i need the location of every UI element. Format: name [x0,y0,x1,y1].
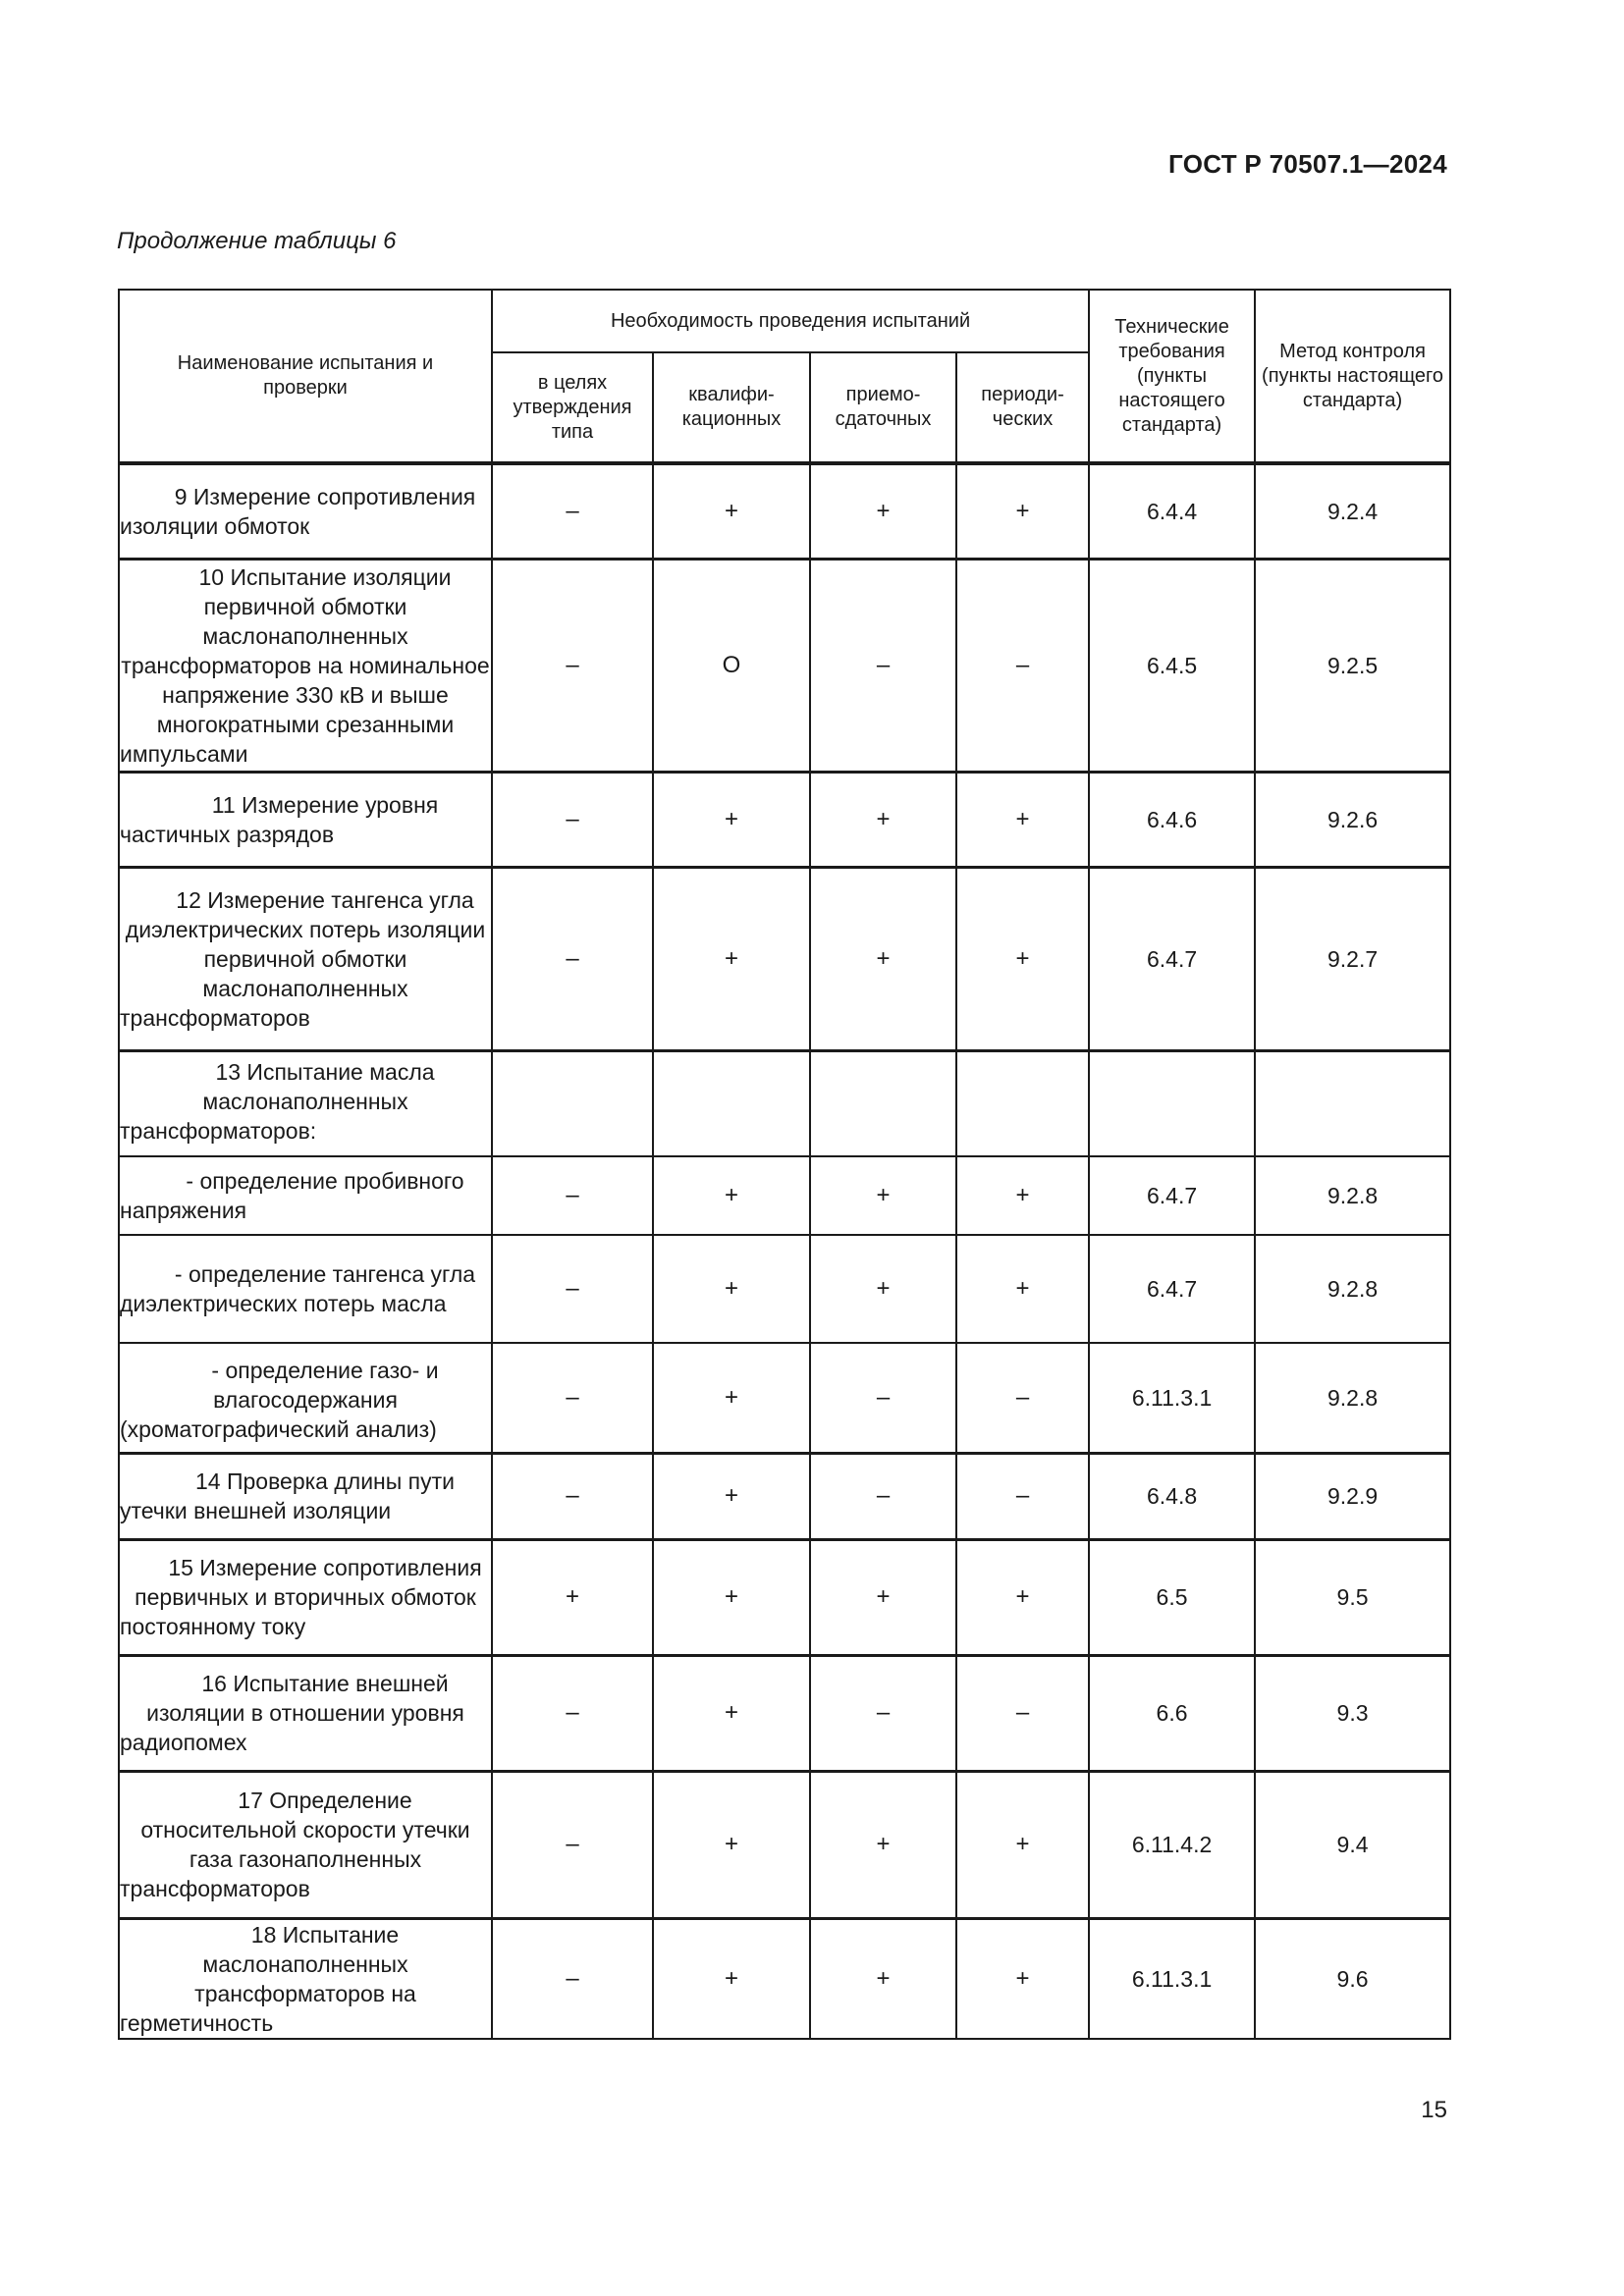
cell-acceptance: – [810,1343,956,1453]
cell-technical-requirements: 6.4.4 [1089,463,1255,559]
cell-qualification: + [653,1235,810,1343]
cell-periodic: + [956,1771,1089,1918]
cell-control-method: 9.2.4 [1255,463,1450,559]
cell-type-approval: – [492,867,653,1050]
cell-periodic: + [956,1235,1089,1343]
cell-technical-requirements: 6.4.7 [1089,1156,1255,1235]
test-name: 17 Определение относительной скорости утечки газа газонаполненных трансформаторов [119,1771,492,1918]
table-row [119,559,1450,772]
table-continuation-caption: Продолжение таблицы 6 [117,228,397,254]
cell-type-approval: – [492,1453,653,1539]
cell-acceptance: – [810,1453,956,1539]
cell-periodic: + [956,867,1089,1050]
cell-acceptance: + [810,1771,956,1918]
cell-acceptance: + [810,1235,956,1343]
header-necessity: Необходимость проведения испытаний [492,290,1089,352]
cell-qualification: + [653,1655,810,1771]
test-name: - определение тангенса угла диэлектрических потерь масла [119,1235,492,1343]
test-name: 16 Испытание внешней изоляции в отношении уровня радиопомех [119,1655,492,1771]
cell-periodic: – [956,1655,1089,1771]
table-row [119,1453,1450,1539]
header-periodic: периоди-ческих [956,352,1089,463]
test-name: - определение газо- и влагосодержания (хроматографический анализ) [119,1343,492,1453]
cell-control-method: 9.2.8 [1255,1156,1450,1235]
test-name: 9 Измерение сопротивления изоляции обмоток [119,463,492,559]
cell-control-method: 9.3 [1255,1655,1450,1771]
cell-qualification: + [653,463,810,559]
cell-periodic: – [956,1453,1089,1539]
cell-control-method: 9.4 [1255,1771,1450,1918]
cell-periodic: + [956,1918,1089,2039]
cell-type-approval: + [492,1539,653,1655]
table-row [119,1918,1450,2039]
test-name: 10 Испытание изоляции первичной обмотки маслонаполненных трансформаторов на номинальное напряжение 330 кВ и выше многократными срезанными импульсами [119,559,492,772]
cell-acceptance: + [810,772,956,867]
test-name: 11 Измерение уровня частичных разрядов [119,772,492,867]
cell-technical-requirements: 6.5 [1089,1539,1255,1655]
cell-acceptance: + [810,1918,956,2039]
cell-acceptance: – [810,1655,956,1771]
cell-type-approval: – [492,1771,653,1918]
test-name: 15 Измерение сопротивления первичных и вторичных обмоток постоянному току [119,1539,492,1655]
table-row [119,1235,1450,1343]
cell-empty [1089,1050,1255,1156]
cell-qualification: + [653,1343,810,1453]
cell-empty [810,1050,956,1156]
table-row [119,772,1450,867]
document-code: ГОСТ Р 70507.1—2024 [1168,149,1447,179]
cell-type-approval: – [492,1918,653,2039]
cell-technical-requirements: 6.11.3.1 [1089,1918,1255,2039]
cell-technical-requirements: 6.4.6 [1089,772,1255,867]
table-header [119,290,1450,463]
cell-control-method: 9.2.8 [1255,1235,1450,1343]
header-qualification: квалифи-кационных [653,352,810,463]
cell-acceptance: + [810,463,956,559]
cell-type-approval: – [492,1235,653,1343]
cell-periodic: + [956,772,1089,867]
table-row [119,867,1450,1050]
table-row [119,1539,1450,1655]
test-name: - определение пробивного напряжения [119,1156,492,1235]
cell-periodic: + [956,1539,1089,1655]
test-name: 14 Проверка длины пути утечки внешней изоляции [119,1453,492,1539]
cell-control-method: 9.2.8 [1255,1343,1450,1453]
header-test-name: Наименование испытания и проверки [119,290,492,463]
cell-type-approval: – [492,1655,653,1771]
header-control-method: Метод контроля (пункты настоящего стандарта) [1255,290,1450,463]
cell-empty [653,1050,810,1156]
test-name: 13 Испытание масла маслонаполненных трансформаторов: [119,1050,492,1156]
cell-periodic: + [956,1156,1089,1235]
cell-type-approval: – [492,1156,653,1235]
cell-qualification: + [653,772,810,867]
cell-periodic: + [956,463,1089,559]
cell-acceptance: + [810,867,956,1050]
table-row [119,463,1450,559]
cell-type-approval: – [492,463,653,559]
cell-acceptance: + [810,1156,956,1235]
header-technical-requirements: Технические требования (пункты настоящего стандарта) [1089,290,1255,463]
cell-technical-requirements: 6.4.7 [1089,867,1255,1050]
table-row [119,1343,1450,1453]
cell-control-method: 9.2.5 [1255,559,1450,772]
cell-qualification: + [653,1918,810,2039]
page-number: 15 [1421,2097,1447,2123]
cell-acceptance: + [810,1539,956,1655]
table-row [119,1156,1450,1235]
cell-qualification: + [653,1156,810,1235]
table-row [119,1771,1450,1918]
cell-qualification: О [653,559,810,772]
cell-type-approval: – [492,772,653,867]
cell-periodic: – [956,1343,1089,1453]
table-row-group-heading [119,1050,1450,1156]
cell-type-approval: – [492,1343,653,1453]
table-row [119,1655,1450,1771]
cell-control-method: 9.2.7 [1255,867,1450,1050]
cell-empty [492,1050,653,1156]
cell-qualification: + [653,1771,810,1918]
cell-technical-requirements: 6.11.4.2 [1089,1771,1255,1918]
cell-qualification: + [653,1453,810,1539]
cell-technical-requirements: 6.4.8 [1089,1453,1255,1539]
cell-periodic: – [956,559,1089,772]
cell-type-approval: – [492,559,653,772]
tests-table [118,289,1451,2040]
cell-empty [1255,1050,1450,1156]
cell-technical-requirements: 6.11.3.1 [1089,1343,1255,1453]
header-type-approval: в целях утверждения типа [492,352,653,463]
cell-empty [956,1050,1089,1156]
cell-control-method: 9.6 [1255,1918,1450,2039]
header-acceptance: приемо-сдаточных [810,352,956,463]
cell-qualification: + [653,1539,810,1655]
cell-technical-requirements: 6.4.5 [1089,559,1255,772]
test-name: 18 Испытание маслонаполненных трансформаторов на герметичность [119,1918,492,2039]
cell-qualification: + [653,867,810,1050]
cell-technical-requirements: 6.6 [1089,1655,1255,1771]
cell-control-method: 9.2.9 [1255,1453,1450,1539]
cell-technical-requirements: 6.4.7 [1089,1235,1255,1343]
cell-control-method: 9.5 [1255,1539,1450,1655]
cell-control-method: 9.2.6 [1255,772,1450,867]
cell-acceptance: – [810,559,956,772]
test-name: 12 Измерение тангенса угла диэлектрических потерь изоляции первичной обмотки маслонаполненных трансформаторов [119,867,492,1050]
